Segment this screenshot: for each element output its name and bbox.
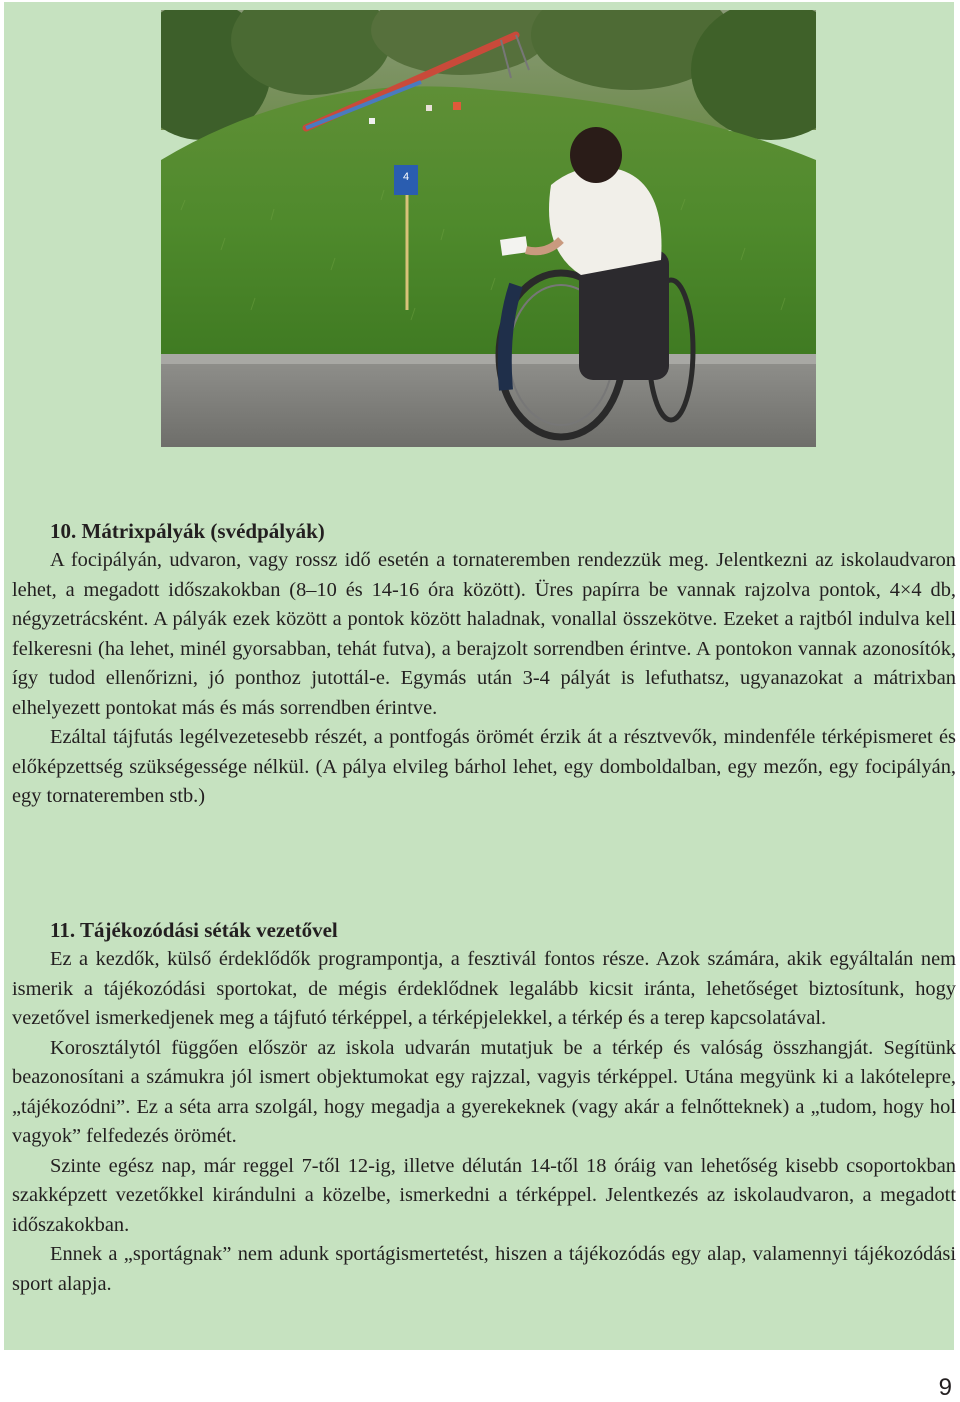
- green-content-panel: [4, 2, 954, 1350]
- paragraph: Korosztálytól függően először az iskola udvarán mutatjuk be a térkép és valóság összhangját. Segítünk beazonosítani a számukra jól ismert objektumokat egy rajzzal, vagyis térképpel. Utána megyünk ki a lakótelepre, „tájékozódni”. Ez a séta arra szolgál, hogy megadja a gyerekeknek (vagy akár a felnőtteknek) a „tudom, hogy hol vagyok” felfedezés örömét.: [12, 1036, 956, 1147]
- control-sign-number: 4: [402, 171, 410, 183]
- section-matrix-courses: [12, 516, 956, 812]
- paragraph: Ezáltal tájfutás legélvezetesebb részét, a pontfogás örömét érzik át a résztvevők, mindenféle térképismeret és előképzettség szükségessége nélkül. (A pálya elvileg bárhol lehet, egy domboldalban, egy mezőn, egy focipályán, egy tornateremben stb.): [12, 726, 956, 807]
- section-heading: 10. Mátrixpályák (svédpályák): [50, 519, 325, 543]
- paragraph: Ez a kezdők, külső érdeklődők programpontja, a fesztivál fontos része. Azok számára, akik egyáltalán nem ismerik a tájékozódási sportokat, de mégis érdeklődnek legalább kicsit iránta, lehetőséget biztosítunk, hogy vezetővel ismerkedjenek meg a tájfutó térképpel, a térképjelekkel, a térkép és a terep kapcsolatával.: [12, 948, 956, 1029]
- section-guided-walks: [12, 915, 956, 1299]
- paragraph: A focipályán, udvaron, vagy rossz idő esetén a tornateremben rendezzük meg. Jelentkezni az iskolaudvaron lehet, a megadott időszakokban (8–10 és 14-16 óra között). Üres papírra be vannak rajzolva pontok, 4×4 db, négyzetrácsként. A pályák ezek között a pontok között haladnak, vonallal összekötve. Ezeket a rajtból indulva kell felkeresni (ha lehet, minél gyorsabban, tehát futva), a berajzolt sorrendben érintve. A pontokon vannak azonosítók, így tudod ellenőrizni, jó ponthoz jutottál-e. Egymás után 3-4 pályát is lefuthatsz, ugyanazokat a mátrixban elhelyezett pontokat más és más sorrendben érintve.: [12, 549, 956, 719]
- page-number: 9: [938, 1374, 952, 1401]
- section-heading: 11. Tájékozódási séták vezetővel: [50, 918, 338, 942]
- photo-wheelchair-orienteering: [161, 10, 816, 447]
- paragraph: Szinte egész nap, már reggel 7-től 12-ig, illetve délután 14-től 18 óráig van lehetőség kisebb csoportokban szakképzett vezetőkkel kirándulni a közelbe, ismerkedni a térképpel. Jelentkezés az iskolaudvaron, a megadott időszakokban.: [12, 1154, 956, 1236]
- paragraph: Ennek a „sportágnak” nem adunk sportágismertetést, hiszen a tájékozódás egy alap, valamennyi tájékozódási sport alapja.: [12, 1243, 956, 1295]
- photo-illustration: [161, 10, 816, 447]
